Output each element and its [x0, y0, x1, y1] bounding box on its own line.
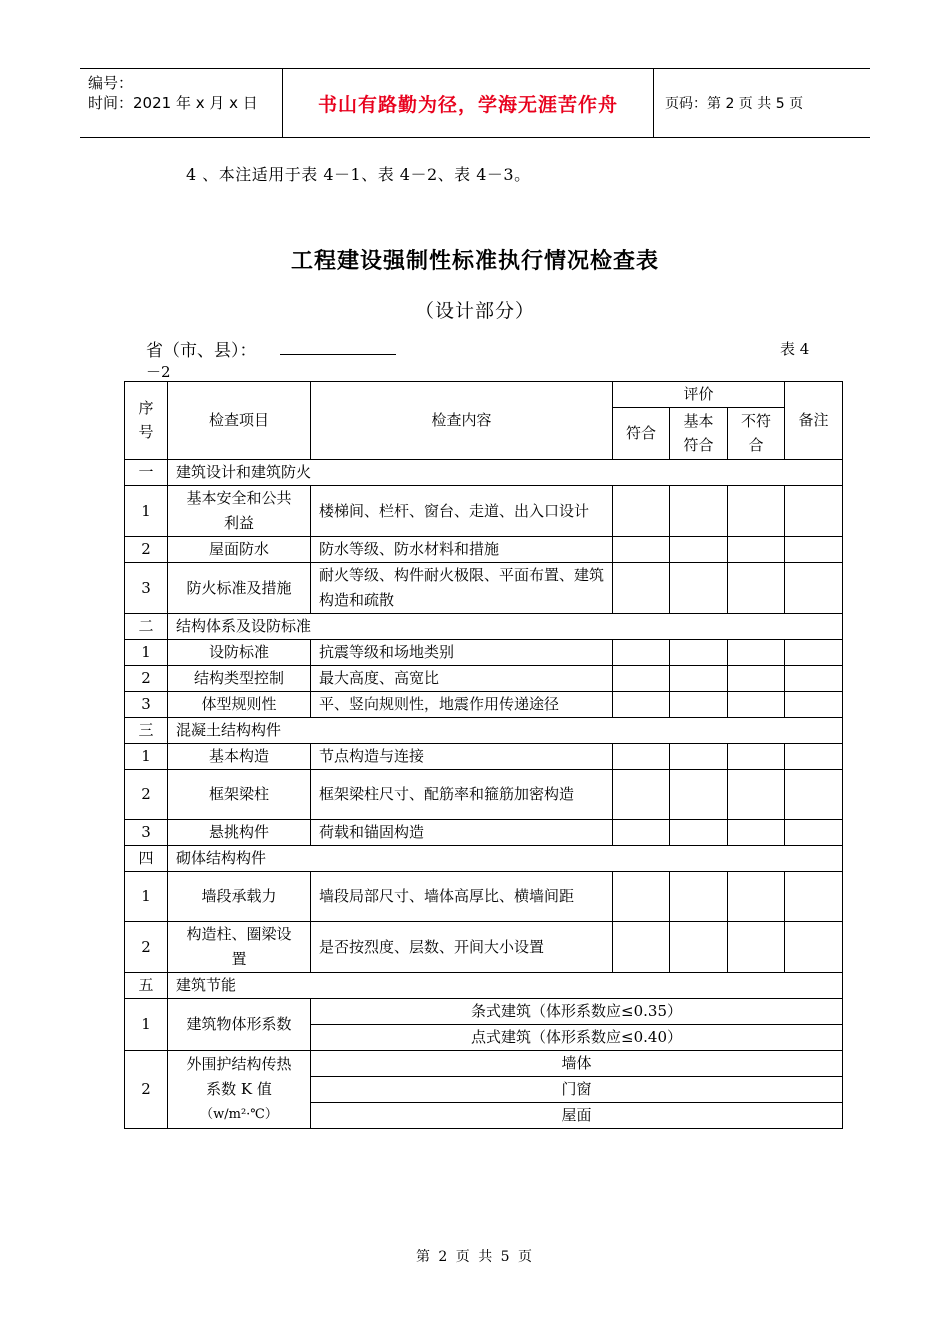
nonconform-cell[interactable]	[728, 744, 785, 770]
basic-conform-cell[interactable]	[670, 537, 728, 563]
section-title: 混凝土结构构件	[168, 718, 843, 744]
row-item: 框架梁柱	[168, 770, 311, 820]
section-title: 建筑设计和建筑防火	[168, 460, 843, 486]
row-item: 建筑物体形系数	[168, 999, 311, 1051]
row-content: 最大高度、高宽比	[311, 666, 613, 692]
basic-conform-cell[interactable]	[670, 872, 728, 922]
table-row	[125, 922, 843, 973]
table-row	[125, 692, 843, 718]
row-seq: 2	[125, 537, 168, 563]
section-number: 五	[125, 973, 168, 999]
row-content: 条式建筑（体形系数应≤0.35）	[311, 999, 843, 1025]
row-item: 结构类型控制	[168, 666, 311, 692]
section-row	[125, 614, 843, 640]
table-number-part-a: 表 4	[780, 340, 810, 358]
row-content: 防水等级、防水材料和措施	[311, 537, 613, 563]
row-seq: 1	[125, 744, 168, 770]
remark-cell[interactable]	[785, 563, 843, 614]
row-content: 墙体	[311, 1051, 843, 1077]
header-meta	[88, 73, 283, 113]
row-seq: 1	[125, 486, 168, 537]
remark-cell[interactable]	[785, 922, 843, 973]
row-item	[168, 1051, 311, 1129]
inspection-table	[124, 381, 843, 1129]
row-seq: 3	[125, 563, 168, 614]
row-seq: 3	[125, 820, 168, 846]
remark-cell[interactable]	[785, 486, 843, 537]
remark-cell[interactable]	[785, 640, 843, 666]
row-seq: 3	[125, 692, 168, 718]
table-row	[125, 872, 843, 922]
section-row	[125, 460, 843, 486]
row-seq: 1	[125, 640, 168, 666]
table-row	[125, 666, 843, 692]
header-item: 检查项目	[168, 382, 311, 460]
row-content: 是否按烈度、层数、开间大小设置	[311, 922, 613, 973]
conform-cell[interactable]	[613, 872, 670, 922]
nonconform-cell[interactable]	[728, 640, 785, 666]
remark-cell[interactable]	[785, 666, 843, 692]
conform-cell[interactable]	[613, 922, 670, 973]
basic-conform-cell[interactable]	[670, 922, 728, 973]
table-row	[125, 999, 843, 1025]
basic-conform-cell[interactable]	[670, 744, 728, 770]
basic-conform-cell[interactable]	[670, 563, 728, 614]
basic-conform-cell[interactable]	[670, 666, 728, 692]
section-row	[125, 718, 843, 744]
header-seq: 序号	[125, 382, 168, 460]
row-item: 体型规则性	[168, 692, 311, 718]
conform-cell[interactable]	[613, 744, 670, 770]
row-content: 荷载和锚固构造	[311, 820, 613, 846]
table-row	[125, 537, 843, 563]
conform-cell[interactable]	[613, 537, 670, 563]
row-content: 框架梁柱尺寸、配筋率和箍筋加密构造	[311, 770, 613, 820]
nonconform-cell[interactable]	[728, 770, 785, 820]
table-row	[125, 770, 843, 820]
section-title: 砌体结构构件	[168, 846, 843, 872]
table-row	[125, 744, 843, 770]
nonconform-cell[interactable]	[728, 563, 785, 614]
header-conform: 符合	[613, 408, 670, 460]
row-item-unit: （w/m²·℃）	[200, 1107, 278, 1122]
basic-conform-cell[interactable]	[670, 820, 728, 846]
nonconform-cell[interactable]	[728, 692, 785, 718]
row-seq: 1	[125, 872, 168, 922]
row-item: 基本构造	[168, 744, 311, 770]
table-row	[125, 1051, 843, 1077]
row-seq: 1	[125, 999, 168, 1051]
section-number: 三	[125, 718, 168, 744]
nonconform-cell[interactable]	[728, 486, 785, 537]
row-content: 平、竖向规则性，地震作用传递途径	[311, 692, 613, 718]
conform-cell[interactable]	[613, 666, 670, 692]
date-label: 时间：2021 年 x 月 x 日	[88, 94, 258, 112]
row-item: 设防标准	[168, 640, 311, 666]
conform-cell[interactable]	[613, 563, 670, 614]
remark-cell[interactable]	[785, 692, 843, 718]
nonconform-cell[interactable]	[728, 820, 785, 846]
section-number: 二	[125, 614, 168, 640]
row-item: 墙段承载力	[168, 872, 311, 922]
page-footer: 第 2 页 共 5 页	[415, 1249, 535, 1265]
remark-cell[interactable]	[785, 744, 843, 770]
section-title: 结构体系及设防标准	[168, 614, 843, 640]
header-motto: 书山有路勤为径，学海无涯苦作舟	[282, 69, 654, 137]
row-item: 屋面防水	[168, 537, 311, 563]
table-row	[125, 486, 843, 537]
remark-cell[interactable]	[785, 820, 843, 846]
row-content: 墙段局部尺寸、墙体高厚比、横墙间距	[311, 872, 613, 922]
row-seq: 2	[125, 666, 168, 692]
note-text: 4 、本注适用于表 4－1、表 4－2、表 4－3。	[186, 165, 531, 184]
basic-conform-cell[interactable]	[670, 770, 728, 820]
row-content: 抗震等级和场地类别	[311, 640, 613, 666]
header-nonconform: 不符合	[728, 408, 785, 460]
row-item: 基本安全和公共利益	[168, 486, 311, 537]
conform-cell[interactable]	[613, 770, 670, 820]
row-item: 防火标准及措施	[168, 563, 311, 614]
remark-cell[interactable]	[785, 872, 843, 922]
conform-cell[interactable]	[613, 486, 670, 537]
row-item: 悬挑构件	[168, 820, 311, 846]
row-content: 节点构造与连接	[311, 744, 613, 770]
table-row	[125, 820, 843, 846]
row-content: 耐火等级、构件耐火极限、平面布置、建筑构造和疏散	[311, 563, 613, 614]
section-row	[125, 973, 843, 999]
conform-cell[interactable]	[613, 820, 670, 846]
section-title: 建筑节能	[168, 973, 843, 999]
nonconform-cell[interactable]	[728, 872, 785, 922]
section-number: 一	[125, 460, 168, 486]
table-row	[125, 563, 843, 614]
province-label: 省（市、县）：	[146, 341, 257, 361]
row-content: 屋面	[311, 1103, 843, 1129]
section-row	[125, 846, 843, 872]
row-seq: 2	[125, 770, 168, 820]
header-content: 检查内容	[311, 382, 613, 460]
conform-cell[interactable]	[613, 692, 670, 718]
remark-cell[interactable]	[785, 770, 843, 820]
row-item: 构造柱、圈梁设置	[168, 922, 311, 973]
remark-cell[interactable]	[785, 537, 843, 563]
row-content: 门窗	[311, 1077, 843, 1103]
row-content: 点式建筑（体形系数应≤0.40）	[311, 1025, 843, 1051]
basic-conform-cell[interactable]	[670, 486, 728, 537]
basic-conform-cell[interactable]	[670, 640, 728, 666]
row-item-text: 外围护结构传热系数 K 值	[186, 1055, 292, 1098]
nonconform-cell[interactable]	[728, 666, 785, 692]
row-content: 楼梯间、栏杆、窗台、走道、出入口设计	[311, 486, 613, 537]
page-subtitle: （设计部分）	[414, 300, 535, 322]
conform-cell[interactable]	[613, 640, 670, 666]
header-basic-conform: 基本符合	[670, 408, 728, 460]
province-fill-line	[280, 354, 396, 355]
nonconform-cell[interactable]	[728, 537, 785, 563]
section-number: 四	[125, 846, 168, 872]
basic-conform-cell[interactable]	[670, 692, 728, 718]
document-header	[80, 68, 870, 138]
row-seq: 2	[125, 1051, 168, 1129]
code-label: 编号：	[88, 74, 134, 92]
header-remark: 备注	[785, 382, 843, 460]
table-row	[125, 640, 843, 666]
table-number-part-b: －2	[146, 363, 171, 381]
page-title: 工程建设强制性标准执行情况检查表	[290, 249, 659, 274]
header-page-number: 页码：第 2 页 共 5 页	[665, 96, 804, 112]
row-seq: 2	[125, 922, 168, 973]
header-evaluation: 评价	[613, 382, 785, 408]
nonconform-cell[interactable]	[728, 922, 785, 973]
